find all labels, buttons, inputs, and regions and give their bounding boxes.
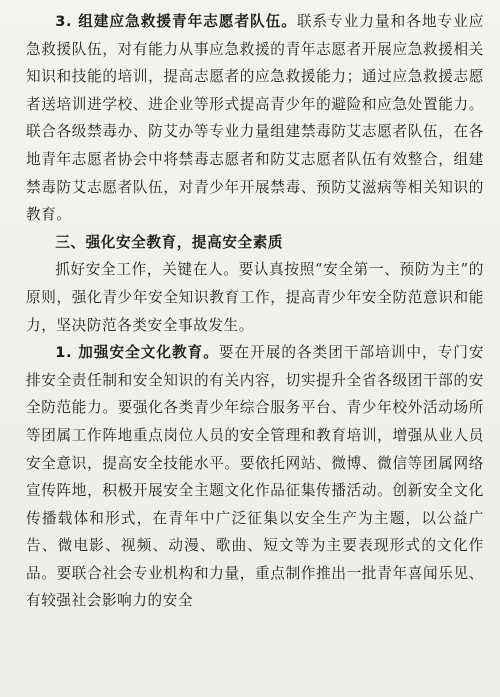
paragraph-emergency-volunteers <box>26 8 484 229</box>
item-body-3: 联系专业力量和各地专业应急救援队伍，对有能力从事应急救援的青年志愿者开展应急救援相关知识和技能的培训，提高志愿者的应急救援能力；通过应急救援志愿者送培训进学校、进企业等形式提高青少年的避险和应急处置能力。联合各级禁毒办、防艾办等专业力量组建禁毒防艾志愿者队伍，在各地青年志愿者协会中将禁毒志愿者和防艾志愿者队伍有效整合，组建禁毒防艾志愿者队伍，对青少年开展禁毒、预防艾滋病等相关知识的教育。 <box>26 13 484 224</box>
section-heading-3: 三、强化安全教育，提高安全素质 <box>55 233 284 251</box>
paragraph-safety-principle: 抓好安全工作，关键在人。要认真按照“安全第一、预防为主”的原则，强化青少年安全知识教育工作，提高青少年安全防范意识和能力，坚决防范各类安全事故发生。 <box>26 261 484 334</box>
item-heading-3: 3. 组建应急救援青年志愿者队伍。 <box>55 13 297 30</box>
item-body-1: 要在开展的各类团干部培训中，专门安排安全责任制和安全知识的有关内容，切实提升全省各级团干部的安全防范能力。要强化各类青少年综合服务平台、青少年校外活动场所等团属工作阵地重点岗位人员的安全管理和教育培训，增强从业人员安全意识，提高安全技能水平。要依托网站、微博、微信等团属网络宣传阵地，积极开展安全主题文化作品征集传播活动。创新安全文化传播载体和形式，在青年中广泛征集以安全生产为主题，以公益广告、微电影、视频、动漫、歌曲、短文等为主要表现形式的文化作品。要联合社会专业机构和力量，重点制作推出一批青年喜闻乐见、有较强社会影响力的安全 <box>26 344 485 610</box>
item-heading-1: 1. 加强安全文化教育。 <box>55 344 219 362</box>
paragraph-safety-culture <box>26 339 484 615</box>
